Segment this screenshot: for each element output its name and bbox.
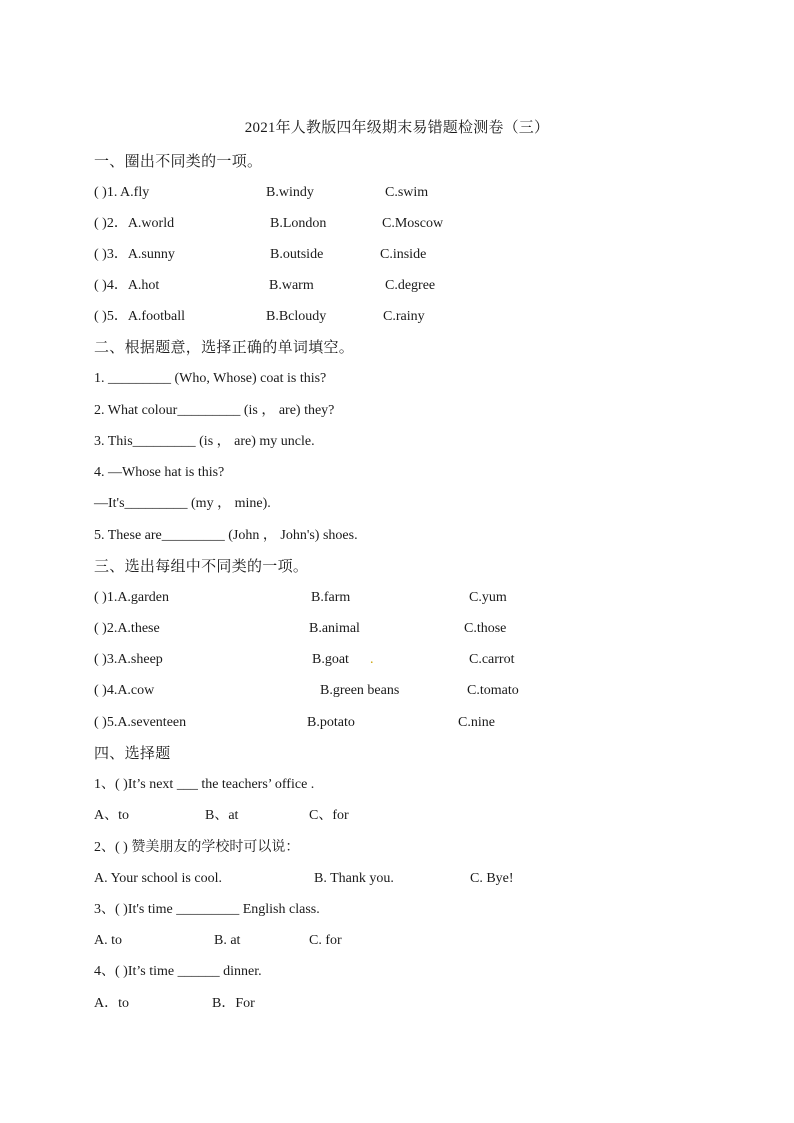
s1-q1-option-b: B.windy	[266, 185, 314, 200]
s3-question-1	[94, 588, 694, 608]
s3-q3-stem: ( )3.A.sheep	[94, 652, 163, 667]
s3-question-2	[94, 619, 694, 639]
s1-q1-option-c: C.swim	[385, 185, 429, 200]
s1-question-3	[94, 245, 694, 265]
s1-q3-stem: ( )3．A.sunny	[94, 247, 175, 262]
s1-question-1	[94, 183, 694, 203]
page-title: 2021年人教版四年级期末易错题检测卷（三）	[244, 120, 550, 136]
s3-q1-option-b: B.farm	[311, 590, 351, 605]
s4-question-2-options	[94, 869, 694, 889]
s3-q1-option-c: C.yum	[469, 590, 507, 605]
s3-q3-stray-mark: .	[370, 652, 374, 667]
s4-question-1-options	[94, 806, 694, 826]
section-4-heading: 四、选择题	[94, 746, 171, 762]
s4-question-2: 2、( ) 赞美朋友的学校时可以说：	[94, 840, 300, 855]
s4-question-3-options	[94, 931, 694, 951]
s3-q4-option-b: B.green beans	[320, 683, 400, 698]
s3-q2-stem: ( )2.A.these	[94, 621, 160, 636]
s4-q3-option-b: B. at	[214, 933, 241, 948]
s1-q1-stem: ( )1. A.fly	[94, 185, 150, 200]
s4-question-1: 1、( )It’s next ___ the teachers’ office .	[94, 777, 315, 792]
s4-q1-option-b: B、at	[205, 808, 239, 823]
section-1-heading: 一、圈出不同类的一项。	[94, 154, 263, 170]
s1-q4-option-b: B.warm	[269, 278, 314, 293]
s1-q5-option-c: C.rainy	[383, 309, 425, 324]
s2-question-3: 3. This_________ (is ， are) my uncle.	[94, 434, 315, 449]
s4-q4-option-a: A．to	[94, 996, 129, 1011]
s3-q5-option-b: B.potato	[307, 715, 355, 730]
s2-question-1: 1. _________ (Who, Whose) coat is this?	[94, 371, 327, 386]
s2-question-4-answer: —It's_________ (my ， mine).	[94, 496, 271, 511]
s3-q4-stem: ( )4.A.cow	[94, 683, 155, 698]
s1-question-4	[94, 276, 694, 296]
s3-q2-option-c: C.those	[464, 621, 507, 636]
s4-question-4-options	[94, 994, 694, 1014]
s3-question-4	[94, 681, 694, 701]
s1-q5-stem: ( )5．A.football	[94, 309, 185, 324]
s4-q4-option-b: B．For	[212, 996, 255, 1011]
s4-q2-option-a: A. Your school is cool.	[94, 871, 222, 886]
s4-question-3: 3、( )It's time _________ English class.	[94, 902, 320, 917]
s4-q2-option-c: C. Bye!	[470, 871, 514, 886]
s3-q4-option-c: C.tomato	[467, 683, 519, 698]
s3-q5-option-c: C.nine	[458, 715, 495, 730]
s1-q3-option-b: B.outside	[270, 247, 324, 262]
s4-q3-option-a: A. to	[94, 933, 122, 948]
s2-question-2: 2. What colour_________ (is ， are) they?	[94, 403, 335, 418]
section-3-heading: 三、选出每组中不同类的一项。	[94, 559, 309, 575]
s4-q2-option-b: B. Thank you.	[314, 871, 394, 886]
s1-question-2	[94, 214, 694, 234]
s4-q3-option-c: C. for	[309, 933, 342, 948]
s1-q3-option-c: C.inside	[380, 247, 427, 262]
s2-question-4: 4. —Whose hat is this?	[94, 465, 225, 480]
s2-question-5: 5. These are_________ (John ， John's) shoes.	[94, 528, 358, 543]
s4-q1-option-a: A、to	[94, 808, 129, 823]
s1-q2-option-c: C.Moscow	[382, 216, 444, 231]
s1-q2-stem: ( )2．A.world	[94, 216, 175, 231]
s1-q4-stem: ( )4．A.hot	[94, 278, 160, 293]
s1-question-5	[94, 307, 694, 327]
s1-q5-option-b: B.Bcloudy	[266, 309, 327, 324]
s3-q2-option-b: B.animal	[309, 621, 360, 636]
s1-q2-option-b: B.London	[270, 216, 327, 231]
s1-q4-option-c: C.degree	[385, 278, 436, 293]
s3-question-5	[94, 713, 694, 733]
s4-q1-option-c: C、for	[309, 808, 349, 823]
s4-question-4: 4、( )It’s time ______ dinner.	[94, 964, 262, 979]
s3-q3-option-c: C.carrot	[469, 652, 515, 667]
section-2-heading: 二、根据题意，选择正确的单词填空。	[94, 340, 355, 356]
s3-q1-stem: ( )1.A.garden	[94, 590, 170, 605]
s3-question-3	[94, 650, 694, 670]
s3-q3-option-b: B.goat	[312, 652, 349, 667]
s3-q5-stem: ( )5.A.seventeen	[94, 715, 187, 730]
